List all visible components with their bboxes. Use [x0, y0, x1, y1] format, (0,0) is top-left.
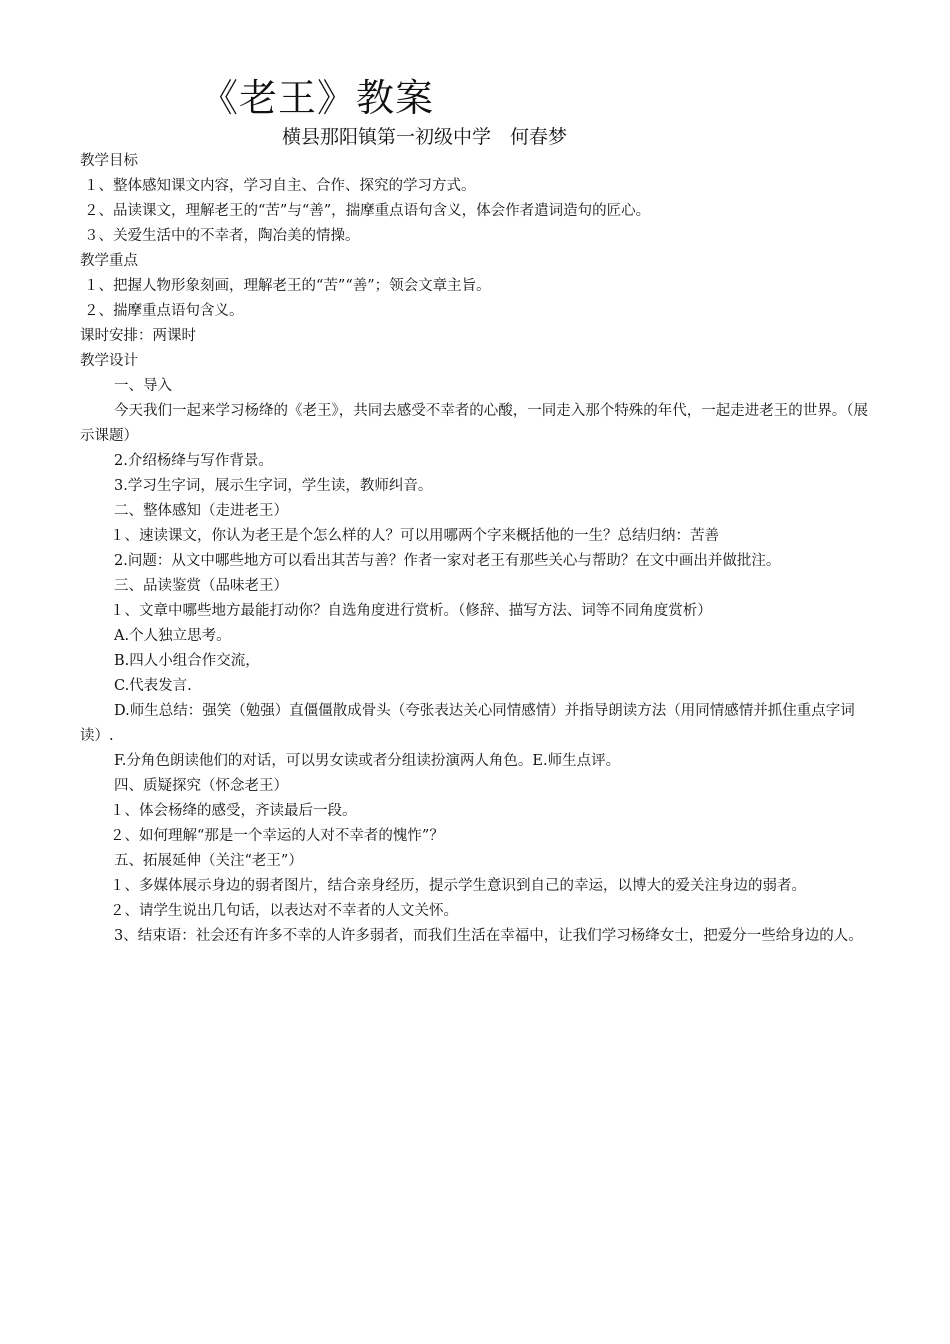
key-point-item: ２、揣摩重点语句含义。 — [84, 303, 244, 319]
document-title: 《老王》教案 — [200, 76, 435, 120]
step-heading: 二、整体感知（走进老王） — [114, 503, 288, 519]
list-item: A.个人独立思考。 — [114, 628, 231, 644]
key-point-item: １、把握人物形象刻画，理解老王的“苦”“善”；领会文章主旨。 — [84, 278, 491, 294]
section-heading-objectives: 教学目标 — [80, 153, 138, 169]
section-heading-design: 教学设计 — [80, 353, 138, 369]
paragraph: 2.介绍杨绛与写作背景。 — [114, 453, 273, 469]
objective-item: ３、关爱生活中的不幸者，陶冶美的情操。 — [84, 228, 360, 244]
section-heading-key-points: 教学重点 — [80, 253, 138, 269]
objective-item: １、整体感知课文内容，学习自主、合作、探究的学习方式。 — [84, 178, 476, 194]
paragraph: ２、如何理解“那是一个幸运的人对不幸者的愧怍”？ — [110, 828, 444, 844]
paragraph: 2.问题：从文中哪些地方可以看出其苦与善？作者一家对老王有那些关心与帮助？在文中画出并做批注。 — [114, 553, 781, 569]
step-heading: 一、导入 — [114, 378, 172, 394]
paragraph: １、速读课文，你认为老王是个怎么样的人？可以用哪两个字来概括他的一生？总结归纳：苦善 — [110, 528, 719, 544]
step-heading: 三、品读鉴赏（品味老王） — [114, 578, 288, 594]
list-item: D.师生总结：强笑（勉强）直僵僵散成骨头（夸张表达关心同情感情）并指导朗读方法（用同情感情并抓住重点字词读）. — [80, 703, 855, 744]
paragraph: 3.学习生字词，展示生字词，学生读，教师纠音。 — [114, 478, 433, 494]
list-item: C.代表发言. — [114, 678, 192, 694]
document-subtitle: 横县那阳镇第一初级中学 何春梦 — [282, 126, 568, 148]
paragraph: 3、结束语：社会还有许多不幸的人许多弱者，而我们生活在幸福中，让我们学习杨绛女士，把爱分一些给身边的人。 — [114, 928, 863, 944]
paragraph: １、多媒体展示身边的弱者图片，结合亲身经历，提示学生意识到自己的幸运，以博大的爱关注身边的弱者。 — [110, 878, 806, 894]
step-heading: 五、拓展延伸（关注“老王”） — [114, 853, 303, 869]
objective-item: ２、品读课文，理解老王的“苦”与“善”，揣摩重点语句含义，体会作者遣词造句的匠心。 — [84, 203, 651, 219]
paragraph: 今天我们一起来学习杨绛的《老王》，共同去感受不幸者的心酸，一同走入那个特殊的年代，一起走进老王的世界。（展示课题） — [80, 403, 868, 444]
paragraph: １、文章中哪些地方最能打动你？自选角度进行赏析。（修辞、描写方法、词等不同角度赏析） — [110, 603, 712, 619]
paragraph: ２、请学生说出几句话，以表达对不幸者的人文关怀。 — [110, 903, 458, 919]
list-item: B.四人小组合作交流， — [114, 653, 260, 669]
document-body — [80, 149, 872, 949]
list-item: F.分角色朗读他们的对话，可以男女读或者分组读扮演两人角色。E.师生点评。 — [114, 753, 621, 769]
schedule-line: 课时安排：两课时 — [80, 328, 196, 344]
step-heading: 四、质疑探究（怀念老王） — [114, 778, 288, 794]
paragraph: １、体会杨绛的感受，齐读最后一段。 — [110, 803, 357, 819]
